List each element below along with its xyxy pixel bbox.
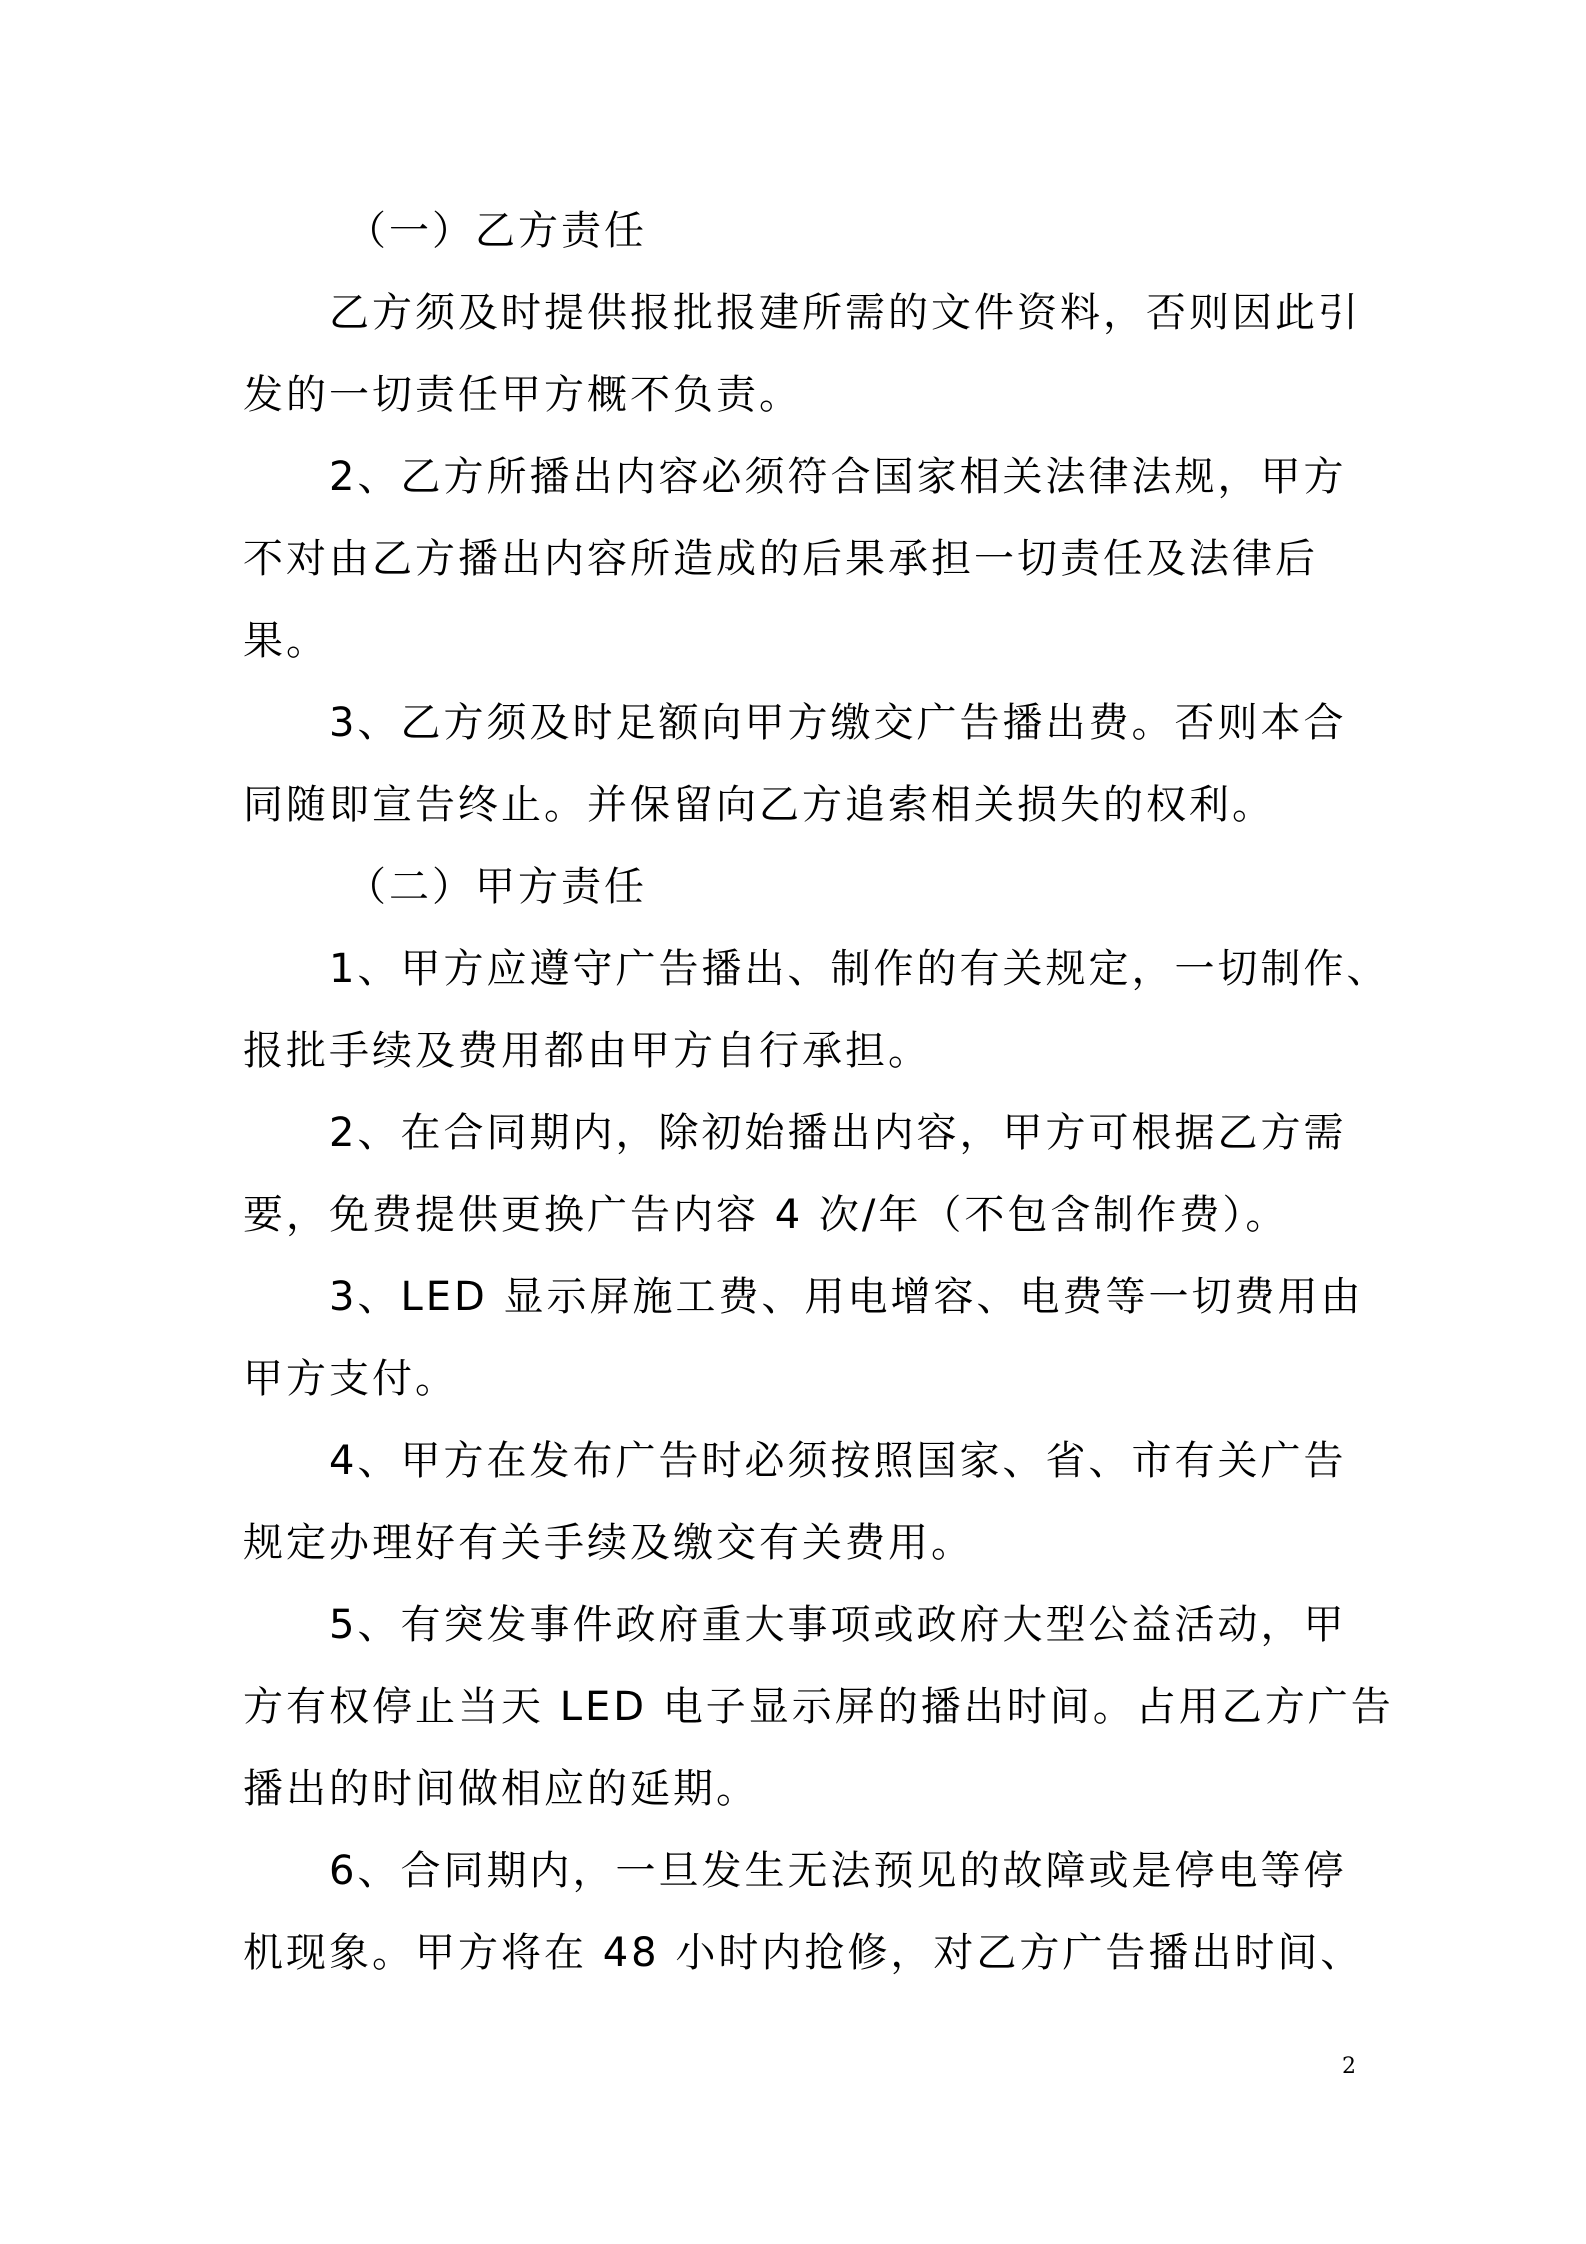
- text-line: 同随即宣告终止。并保留向乙方追索相关损失的权利。: [243, 782, 1275, 828]
- section-heading-party-a: （二）甲方责任: [346, 864, 647, 910]
- text-line: 6、合同期内，一旦发生无法预见的故障或是停电等停: [329, 1848, 1347, 1894]
- text-line: 5、有突发事件政府重大事项或政府大型公益活动，甲: [329, 1602, 1347, 1648]
- page-number: 2: [1342, 2054, 1356, 2079]
- text-line: 2、乙方所播出内容必须符合国家相关法律法规，甲方: [329, 454, 1347, 500]
- text-line: 机现象。甲方将在 48 小时内抢修，对乙方广告播出时间、: [243, 1930, 1364, 1976]
- text-line: 2、在合同期内，除初始播出内容，甲方可根据乙方需: [329, 1110, 1347, 1156]
- text-line: 发的一切责任甲方概不负责。: [243, 372, 802, 418]
- text-line: 甲方支付。: [243, 1356, 458, 1402]
- text-line: 果。: [243, 618, 329, 664]
- text-line: 3、LED 显示屏施工费、用电增容、电费等一切费用由: [329, 1274, 1364, 1320]
- text-line: 不对由乙方播出内容所造成的后果承担一切责任及法律后: [243, 536, 1318, 582]
- text-line: 方有权停止当天 LED 电子显示屏的播出时间。占用乙方广告: [243, 1684, 1394, 1730]
- text-line: 乙方须及时提供报批报建所需的文件资料，否则因此引: [329, 290, 1361, 336]
- text-line: 4、甲方在发布广告时必须按照国家、省、市有关广告: [329, 1438, 1347, 1484]
- text-line: 报批手续及费用都由甲方自行承担。: [243, 1028, 931, 1074]
- text-line: 播出的时间做相应的延期。: [243, 1766, 759, 1812]
- section-heading-party-b: （一）乙方责任: [346, 208, 647, 254]
- text-line: 3、乙方须及时足额向甲方缴交广告播出费。否则本合: [329, 700, 1347, 746]
- text-line: 规定办理好有关手续及缴交有关费用。: [243, 1520, 974, 1566]
- contract-body: [243, 190, 1394, 1994]
- text-line: 要，免费提供更换广告内容 4 次/年（不包含制作费）。: [243, 1192, 1289, 1238]
- text-line: 1、甲方应遵守广告播出、制作的有关规定，一切制作、: [329, 946, 1390, 992]
